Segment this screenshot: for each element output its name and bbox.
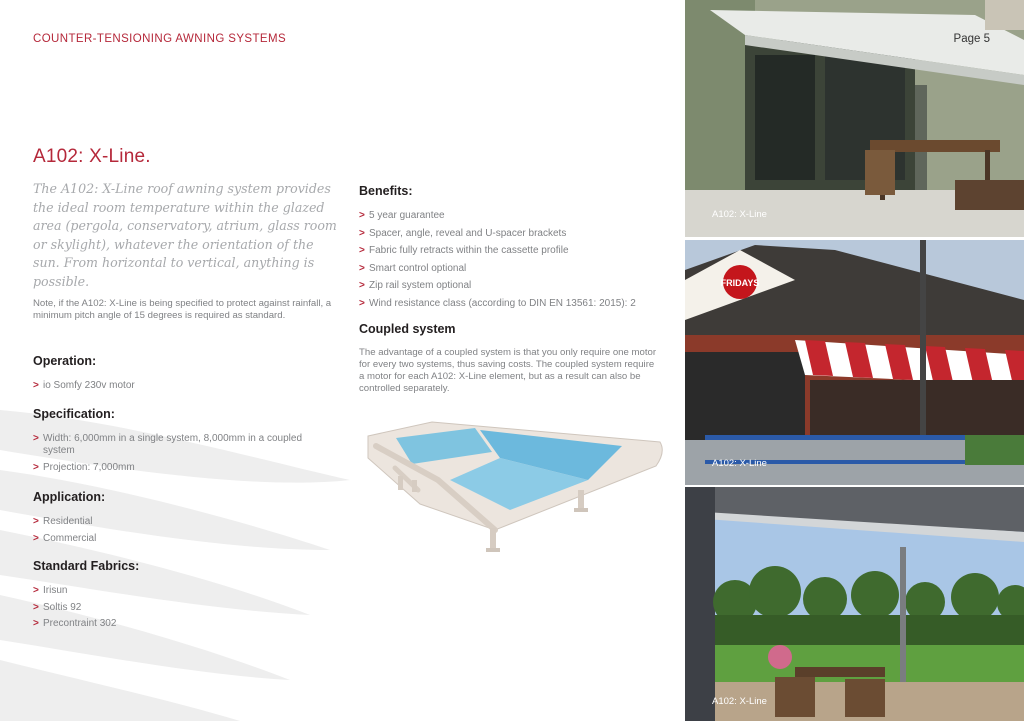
application-section (33, 490, 333, 549)
fabrics-section (33, 559, 333, 635)
coupled-section (359, 322, 679, 395)
list-item (359, 228, 679, 240)
list-item (33, 516, 333, 528)
list-item (33, 585, 333, 597)
chevron-right-icon: > (33, 585, 39, 596)
list-item-text: Smart control optional (369, 262, 467, 274)
chevron-right-icon: > (33, 461, 39, 473)
list-item-text: io Somfy 230v motor (43, 380, 135, 391)
list-item (359, 263, 679, 275)
list-item (33, 533, 333, 545)
list-item-text: Precontraint 302 (43, 618, 117, 629)
list-item-text: 5 year guarantee (369, 210, 445, 221)
restaurant-image (685, 240, 1024, 485)
benefits-list (359, 210, 679, 310)
photo-garden-pergola (685, 487, 1024, 721)
application-heading: Application: (33, 490, 106, 504)
operation-heading: Operation: (33, 354, 97, 368)
page-number: Page 5 (953, 33, 990, 45)
operation-list (33, 380, 333, 392)
photo-caption: A102: X-Line (712, 696, 767, 707)
list-item (33, 618, 333, 630)
specification-section (33, 407, 333, 478)
chevron-right-icon: > (359, 262, 365, 274)
list-item (359, 210, 679, 222)
chevron-right-icon: > (359, 245, 365, 257)
photo-column (685, 0, 1024, 721)
chevron-right-icon: > (33, 618, 39, 629)
intro-paragraph: The A102: X-Line roof awning system provides the ideal room temperature within the glazed area (pergola, conservatory, atrium, glass room or skylight), whatever the orientation of the sun. From horizontal to vertical, anything is possible. (33, 181, 337, 289)
product-title: A102: X-Line. (33, 146, 151, 167)
list-item (359, 298, 679, 310)
chevron-right-icon: > (33, 380, 39, 391)
benefits-heading: Benefits: (359, 184, 413, 198)
chevron-right-icon: > (359, 210, 365, 221)
chevron-right-icon: > (359, 280, 365, 292)
chevron-right-icon: > (359, 297, 365, 309)
list-item-text: Projection: 7,000mm (43, 461, 135, 473)
chevron-right-icon: > (359, 227, 365, 239)
list-item-text: Soltis 92 (43, 601, 82, 613)
chevron-right-icon: > (33, 433, 39, 444)
section-title: COUNTER-TENSIONING AWNING SYSTEMS (33, 33, 287, 45)
chevron-right-icon: > (33, 532, 39, 544)
list-item-text: Zip rail system optional (369, 280, 472, 292)
list-item-text: Wind resistance class (according to DIN EN 13561: 2015): 2 (369, 297, 636, 309)
list-item-text: Residential (43, 516, 93, 527)
restaurant-sign-text: FRIDAYS (720, 278, 760, 288)
chevron-right-icon: > (33, 516, 39, 527)
list-item-text: Spacer, angle, reveal and U-spacer brackets (369, 227, 567, 239)
coupled-paragraph: The advantage of a coupled system is that you only require one motor for every two systems, thus saving costs. The coupled system require a motor for each A102: X-Line element, but as a result can also be controlled separately. (359, 347, 657, 394)
chevron-right-icon: > (33, 601, 39, 613)
fabrics-list (33, 585, 333, 630)
photo-caption: A102: X-Line (712, 209, 767, 220)
list-item (359, 280, 679, 292)
list-item-text: Width: 6,000mm in a single system, 8,000mm in a coupled system (43, 433, 303, 456)
note-paragraph: Note, if the A102: X-Line is being specified to protect against rainfall, a minimum pitch angle of 15 degrees is required as standard. (33, 298, 332, 321)
list-item (33, 433, 313, 457)
specification-heading: Specification: (33, 407, 115, 421)
list-item (359, 245, 679, 257)
list-item (33, 602, 333, 614)
photo-caption: A102: X-Line (712, 458, 767, 469)
benefits-section (359, 184, 679, 316)
list-item-text: Commercial (43, 532, 97, 544)
awning-product-illustration (360, 418, 665, 558)
list-item (33, 462, 333, 474)
operation-section (33, 354, 333, 397)
photo-restaurant (685, 240, 1024, 485)
list-item-text: Fabric fully retracts within the cassette profile (369, 245, 569, 257)
application-list (33, 516, 333, 545)
specification-list (33, 433, 333, 474)
garden-pergola-image (685, 487, 1024, 721)
list-item-text: Irisun (43, 585, 68, 596)
fabrics-heading: Standard Fabrics: (33, 559, 140, 573)
coupled-heading: Coupled system (359, 322, 456, 336)
list-item (33, 380, 333, 392)
